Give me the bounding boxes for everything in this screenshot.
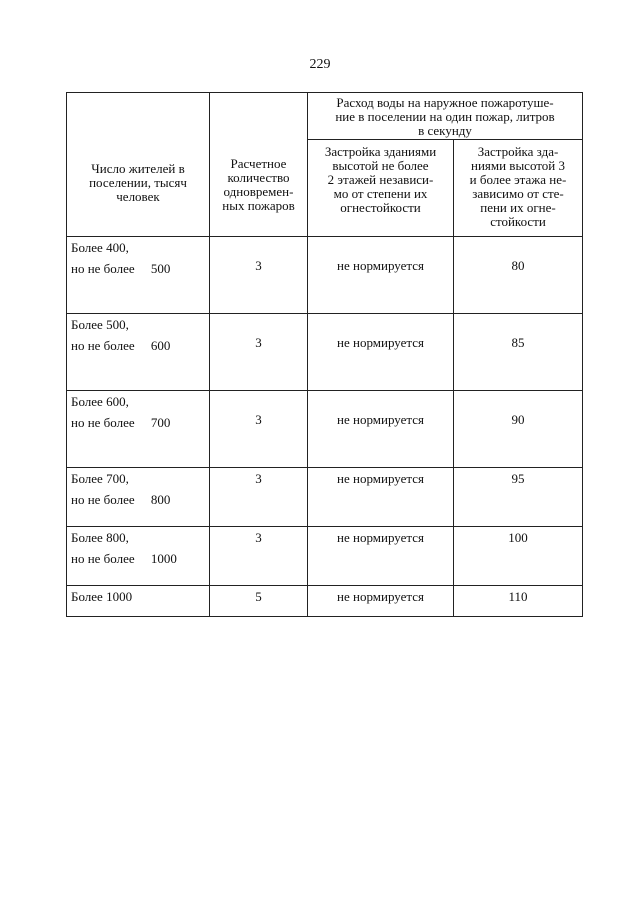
residents-cell xyxy=(67,468,210,527)
low-rise-cell: не нормируется xyxy=(308,391,454,468)
high-rise-cell: 100 xyxy=(454,527,583,586)
header-high-l5: пени их огне- xyxy=(480,200,556,215)
water-consumption-table xyxy=(66,92,583,617)
header-high-l3: и более этажа не- xyxy=(469,172,567,187)
high-rise-cell: 95 xyxy=(454,468,583,527)
residents-line1: Более 1000 xyxy=(71,589,133,604)
low-rise-cell: не нормируется xyxy=(308,314,454,391)
table-row xyxy=(67,237,583,314)
low-rise-cell: не нормируется xyxy=(308,586,454,617)
fires-cell: 3 xyxy=(210,314,308,391)
table-row xyxy=(67,527,583,586)
residents-line2: но не более 800 xyxy=(71,492,171,507)
residents-line2: но не более 700 xyxy=(71,415,171,430)
high-rise-cell: 80 xyxy=(454,237,583,314)
header-group-l2: ние в поселении на один пожар, литров xyxy=(335,109,555,124)
high-rise-cell: 90 xyxy=(454,391,583,468)
header-low-rise xyxy=(308,140,454,237)
residents-line1: Более 400, xyxy=(71,240,129,255)
residents-line2: но не более 1000 xyxy=(71,551,177,566)
header-group-l1: Расход воды на наружное пожаротуше- xyxy=(336,95,554,110)
header-fires-l3: одновремен- xyxy=(223,183,294,199)
high-rise-cell: 110 xyxy=(454,586,583,617)
header-fires-l4: ных пожаров xyxy=(222,197,295,213)
table-row xyxy=(67,586,583,617)
low-rise-cell: не нормируется xyxy=(308,468,454,527)
table-row xyxy=(67,314,583,391)
header-fires-l1: Расчетное xyxy=(230,155,287,171)
fires-cell: 5 xyxy=(210,586,308,617)
header-fires xyxy=(210,93,308,237)
fires-cell: 3 xyxy=(210,391,308,468)
residents-line1: Более 700, xyxy=(71,471,129,486)
residents-cell xyxy=(67,527,210,586)
header-fires-l2: количество xyxy=(227,169,290,185)
header-water-group xyxy=(308,93,583,140)
header-high-l6: стойкости xyxy=(490,214,546,229)
header-group-l3: в секунду xyxy=(418,123,472,138)
residents-line1: Более 500, xyxy=(71,317,129,332)
residents-line1: Более 600, xyxy=(71,394,129,409)
page-number: 229 xyxy=(309,57,331,72)
header-low-l5: огнестойкости xyxy=(340,200,421,215)
header-low-l4: мо от степени их xyxy=(333,186,428,201)
residents-line2: но не более 600 xyxy=(71,338,171,353)
header-residents-l1: Число жителей в xyxy=(91,160,185,176)
fires-cell: 3 xyxy=(210,468,308,527)
table-row xyxy=(67,468,583,527)
header-low-l2: высотой не более xyxy=(332,158,429,173)
fires-cell: 3 xyxy=(210,237,308,314)
header-low-l1: Застройка зданиями xyxy=(324,144,437,159)
header-residents-l3: человек xyxy=(116,188,160,204)
header-high-l2: ниями высотой 3 xyxy=(470,158,565,173)
table-row xyxy=(67,391,583,468)
header-high-l4: зависимо от сте- xyxy=(472,186,564,201)
header-high-l1: Застройка зда- xyxy=(477,144,559,159)
header-residents xyxy=(67,93,210,237)
header-row-1 xyxy=(67,93,583,140)
header-high-rise xyxy=(454,140,583,237)
residents-cell xyxy=(67,586,210,617)
residents-line2: но не более 500 xyxy=(71,261,171,276)
residents-cell xyxy=(67,314,210,391)
low-rise-cell: не нормируется xyxy=(308,527,454,586)
residents-line1: Более 800, xyxy=(71,530,129,545)
fires-cell: 3 xyxy=(210,527,308,586)
residents-cell xyxy=(67,237,210,314)
residents-cell xyxy=(67,391,210,468)
low-rise-cell: не нормируется xyxy=(308,237,454,314)
header-low-l3: 2 этажей независи- xyxy=(327,172,434,187)
high-rise-cell: 85 xyxy=(454,314,583,391)
header-residents-l2: поселении, тысяч xyxy=(89,174,187,190)
